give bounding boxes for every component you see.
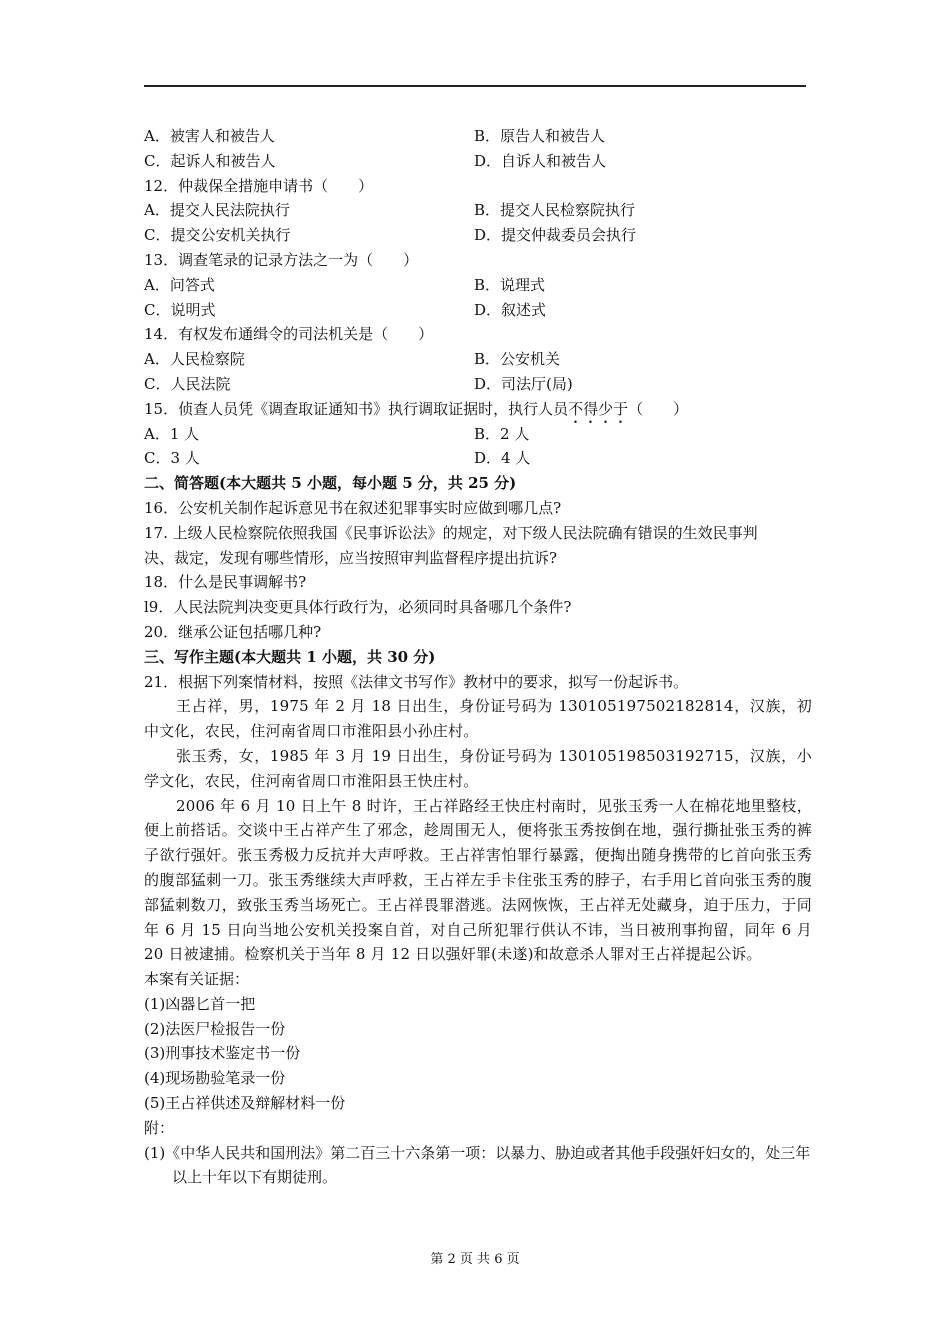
- option-a: A．1 人: [144, 424, 200, 443]
- answer-blank: （ ）: [628, 399, 689, 418]
- option-row: [144, 298, 812, 323]
- option-d: D．提交仲裁委员会执行: [474, 226, 637, 245]
- option-b: B．公安机关: [474, 350, 561, 369]
- header-rule: [144, 85, 806, 87]
- appendix-title: 附：: [144, 1118, 175, 1137]
- exam-content: [144, 124, 812, 1190]
- emphasis-text: 不得少于: [568, 399, 629, 418]
- option-d: D．4 人: [474, 449, 531, 468]
- question-19: l9．人民法院判决变更具体行政行为，必须同时具备哪几个条件?: [144, 598, 572, 617]
- question-12: 12．仲裁保全措施申请书（ ）: [144, 176, 374, 195]
- question-18: 18．什么是民事调解书?: [144, 573, 307, 592]
- question-21: 21．根据下列案情材料，按照《法律文书写作》教材中的要求，拟写一份起诉书。: [144, 672, 689, 691]
- option-row: [144, 273, 812, 298]
- option-a: A．问答式: [144, 275, 215, 294]
- question-16: 16．公安机关制作起诉意见书在叙述犯罪事实时应做到哪几点?: [144, 498, 562, 517]
- option-a: A．被害人和被告人: [144, 127, 275, 145]
- question-15: [144, 397, 812, 422]
- question-20: 20．继承公证包括哪几种?: [144, 622, 322, 641]
- evidence-item: (4)现场勘验笔录一份: [144, 1069, 286, 1088]
- page-footer: 第 2 页 共 6 页: [430, 1252, 520, 1267]
- option-d: D．叙述式: [474, 300, 547, 319]
- section-heading-short-answer: 二、简答题(本大题共 5 小题，每小题 5 分，共 25 分): [144, 474, 517, 493]
- option-c: C．提交公安机关执行: [144, 226, 291, 245]
- evidence-item: (5)王占祥供述及辩解材料一份: [144, 1094, 346, 1113]
- option-row: [144, 372, 812, 397]
- option-b: B．提交人民检察院执行: [474, 201, 636, 220]
- option-row: [144, 347, 812, 372]
- option-row: [144, 124, 812, 149]
- option-c: C．3 人: [144, 449, 200, 468]
- case-paragraph-facts: 2006 年 6 月 10 日上午 8 时许，王占祥路经王快庄村南时，见张玉秀一人在棉花地里整枝，便上前搭话。交谈中王占祥产生了邪念，趁周围无人，便将张玉秀按倒在地，强行撕扯张玉秀的裤子欲行强奸。张玉秀极力反抗并大声呼救。王占祥害怕罪行暴露，便掏出随身携带的匕首向张玉秀的腹部猛刺一刀。张玉秀继续大声呼救，王占祥左手卡住张玉秀的脖子，右手用匕首向张玉秀的腹部猛刺数刀，致张玉秀当场死亡。王占祥畏罪潜逃。法网恢恢，王占祥无处藏身，迫于压力，于同年 6 月 15 日向当地公安机关投案自首，对自己所犯罪行供认不讳，当日被刑事拘留，同年 6 月 20 日被逮捕。检察机关于当年 8 月 12 日以强奸罪(未遂)和故意杀人罪对王占祥提起公诉。: [144, 796, 812, 964]
- section-heading-writing: 三、写作主题(本大题共 1 小题，共 30 分): [144, 647, 436, 666]
- option-row: [144, 422, 812, 447]
- question-13: 13．调查笔录的记录方法之一为（ ）: [144, 250, 419, 269]
- evidence-item: (1)凶器匕首一把: [144, 994, 256, 1013]
- option-a: A．提交人民法院执行: [144, 201, 290, 220]
- option-c: C．人民法院: [144, 374, 231, 393]
- question-15-stem: 15．侦查人员凭《调查取证通知书》执行调取证据时，执行人员: [144, 399, 569, 418]
- option-b: B．原告人和被告人: [474, 127, 606, 145]
- evidence-title: 本案有关证据：: [144, 970, 250, 989]
- case-paragraph-victim: 张玉秀，女，1985 年 3 月 19 日出生，身份证号码为 130105198503192715，汉族，小学文化，农民，住河南省周口市淮阳县王快庄村。: [144, 746, 812, 790]
- option-d: D．自诉人和被告人: [474, 151, 607, 170]
- option-c: C．说明式: [144, 300, 216, 319]
- case-paragraph-defendant: 王占祥，男，1975 年 2 月 18 日出生，身份证号码为 130105197502182814，汉族，初中文化，农民，住河南省周口市淮阳县小孙庄村。: [144, 697, 812, 741]
- appendix-item: (1)《中华人民共和国刑法》第二百三十六条第一项：以暴力、胁迫或者其他手段强奸妇女的，处三年以上十年以下有期徒刑。: [144, 1143, 811, 1187]
- option-row: [144, 149, 812, 174]
- option-d: D．司法厅(局): [474, 374, 573, 393]
- option-b: B．说理式: [474, 275, 546, 294]
- evidence-item: (2)法医尸检报告一份: [144, 1019, 286, 1038]
- option-row: [144, 198, 812, 223]
- option-c: C．起诉人和被告人: [144, 151, 276, 170]
- option-row: [144, 446, 812, 471]
- option-row: [144, 223, 812, 248]
- question-14: 14．有权发布通缉令的司法机关是（ ）: [144, 325, 434, 344]
- evidence-item: (3)刑事技术鉴定书一份: [144, 1044, 301, 1063]
- question-17-line-2: 决、裁定，发现有哪些情形，应当按照审判监督程序提出抗诉?: [144, 548, 558, 567]
- option-a: A．人民检察院: [144, 350, 245, 369]
- question-17-line-1: 17. 上级人民检察院依照我国《民事诉讼法》的规定，对下级人民法院确有错误的生效民事判: [144, 523, 758, 542]
- option-b: B．2 人: [474, 424, 530, 443]
